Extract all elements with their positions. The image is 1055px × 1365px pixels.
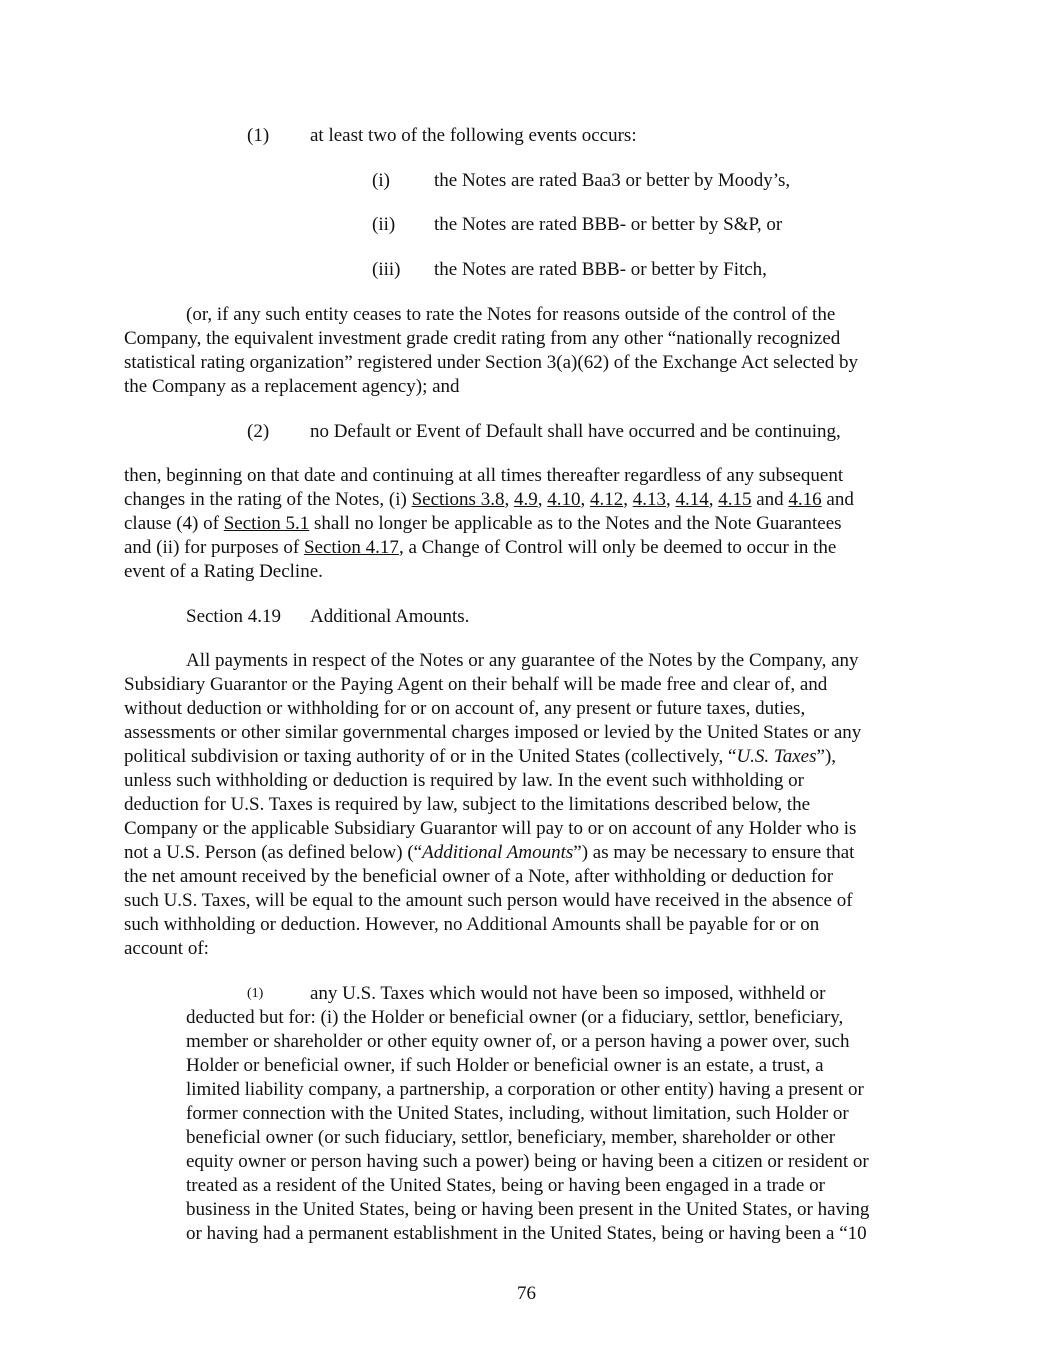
- section-link-4-12[interactable]: 4.12: [589, 489, 624, 510]
- paragraph-line: assessments or other similar governmental charges imposed or levied by the United States or any: [124, 722, 862, 743]
- list-item-2-marker: (2): [247, 421, 270, 442]
- paragraph-line: not a U.S. Person (as defined below) (“Additional Amounts”) as may be necessary to ensure that: [124, 842, 855, 863]
- section-link-3-8[interactable]: Sections 3.8: [411, 489, 505, 510]
- section-link-5-1[interactable]: Section 5.1: [223, 513, 310, 534]
- paragraph-line: account of:: [124, 938, 209, 959]
- paragraph-line: such U.S. Taxes, will be equal to the amount such person would have received in the absence of: [124, 890, 853, 911]
- sub-item-marker: (iii): [372, 259, 401, 280]
- paragraph-line: event of a Rating Decline.: [124, 561, 323, 582]
- paragraph-line: unless such withholding or deduction is required by law. In the event such withholding or: [124, 770, 805, 791]
- paragraph-line: Company or the applicable Subsidiary Guarantor will pay to or on account of any Holder who is: [124, 818, 857, 839]
- paragraph-line: (or, if any such entity ceases to rate the Notes for reasons outside of the control of the: [186, 304, 836, 325]
- paragraph-line: Company, the equivalent investment grade credit rating from any other “nationally recognized: [124, 328, 841, 349]
- section-link-4-17[interactable]: Section 4.17: [303, 537, 399, 558]
- clause-first-line: any U.S. Taxes which would not have been so imposed, withheld or: [310, 983, 826, 1004]
- clause-line: Holder or beneficial owner, if such Holder or beneficial owner is an estate, a trust, a: [186, 1055, 824, 1076]
- list-marker: (1): [247, 125, 270, 146]
- paragraph-line: without deduction or withholding for or on account of, any present or future taxes, duties,: [124, 698, 806, 719]
- section-link-4-16[interactable]: 4.16: [788, 489, 822, 510]
- section-link-4-14[interactable]: 4.14: [675, 489, 709, 510]
- paragraph-line: and (ii) for purposes of Section 4.17, a Change of Control will only be deemed to occur in the: [124, 537, 837, 558]
- section-link-4-10[interactable]: 4.10: [547, 489, 581, 510]
- paragraph-line: Subsidiary Guarantor or the Paying Agent on their behalf will be made free and clear of, and: [124, 674, 828, 695]
- clause-line: member or shareholder or other equity owner of, or a person having a power over, such: [186, 1031, 850, 1052]
- list-item-1: [247, 124, 269, 148]
- section-link-4-15[interactable]: 4.15: [718, 489, 752, 510]
- paragraph-line: then, beginning on that date and continuing at all times thereafter regardless of any subsequent: [124, 465, 844, 486]
- clause-line: beneficial owner (or such fiduciary, settlor, beneficiary, member, shareholder or other: [186, 1127, 836, 1148]
- defined-term-additional-amounts: Additional Amounts: [422, 842, 574, 863]
- sub-item-text: the Notes are rated BBB- or better by Fitch,: [434, 259, 767, 280]
- section-number: Section 4.19: [186, 606, 281, 627]
- paragraph-line: such withholding or deduction. However, no Additional Amounts shall be payable for or on: [124, 914, 820, 935]
- paragraph-line: the net amount received by the beneficial owner of a Note, after withholding or deduction for: [124, 866, 834, 887]
- paragraph-line: deduction for U.S. Taxes is required by law, subject to the limitations described below, the: [124, 794, 811, 815]
- section-link-4-13[interactable]: 4.13: [632, 489, 666, 510]
- section-link-4-9[interactable]: 4.9: [513, 489, 538, 510]
- clause-line: treated as a resident of the United States, being or having been engaged in a trade or: [186, 1175, 825, 1196]
- clause-line: or having had a permanent establishment in the United States, being or having been a “10: [186, 1223, 867, 1244]
- sub-item-marker: (i): [372, 170, 390, 191]
- paragraph-line: clause (4) of Section 5.1 shall no longer be applicable as to the Notes and the Note Guarantees: [124, 513, 842, 534]
- page-number: 76: [517, 1283, 536, 1304]
- sub-item-text: the Notes are rated BBB- or better by S&P, or: [434, 214, 783, 235]
- list-item-2-text: no Default or Event of Default shall have occurred and be continuing,: [310, 421, 841, 442]
- clause-line: former connection with the United States, including, without limitation, such Holder or: [186, 1103, 849, 1124]
- list-item-1-text: at least two of the following events occurs:: [310, 125, 637, 146]
- clause-line: business in the United States, being or having been present in the United States, or having: [186, 1199, 870, 1220]
- paragraph-line: All payments in respect of the Notes or any guarantee of the Notes by the Company, any: [186, 650, 859, 671]
- sub-item-text: the Notes are rated Baa3 or better by Moody’s,: [434, 170, 791, 191]
- paragraph-line: the Company as a replacement agency); and: [124, 376, 460, 397]
- defined-term-us-taxes: U.S. Taxes: [736, 746, 817, 767]
- clause-line: deducted but for: (i) the Holder or beneficial owner (or a fiduciary, settlor, beneficiary,: [186, 1007, 844, 1028]
- sub-item-marker: (ii): [372, 214, 396, 235]
- section-title: Additional Amounts.: [310, 606, 470, 627]
- clause-line: equity owner or person having such a power) being or having been a citizen or resident or: [186, 1151, 869, 1172]
- clause-line: limited liability company, a partnership, a corporation or other entity) having a present or: [186, 1079, 864, 1100]
- clause-marker: (1): [247, 986, 264, 1001]
- paragraph-line: changes in the rating of the Notes, (i) Sections 3.8, 4.9, 4.10, 4.12, 4.13, 4.14, 4.15 and 4.16 and: [124, 489, 854, 510]
- paragraph-line: political subdivision or taxing authority of or in the United States (collectively, “U.S. Taxes”),: [124, 746, 837, 767]
- paragraph-line: statistical rating organization” registered under Section 3(a)(62) of the Exchange Act selected by: [124, 352, 859, 373]
